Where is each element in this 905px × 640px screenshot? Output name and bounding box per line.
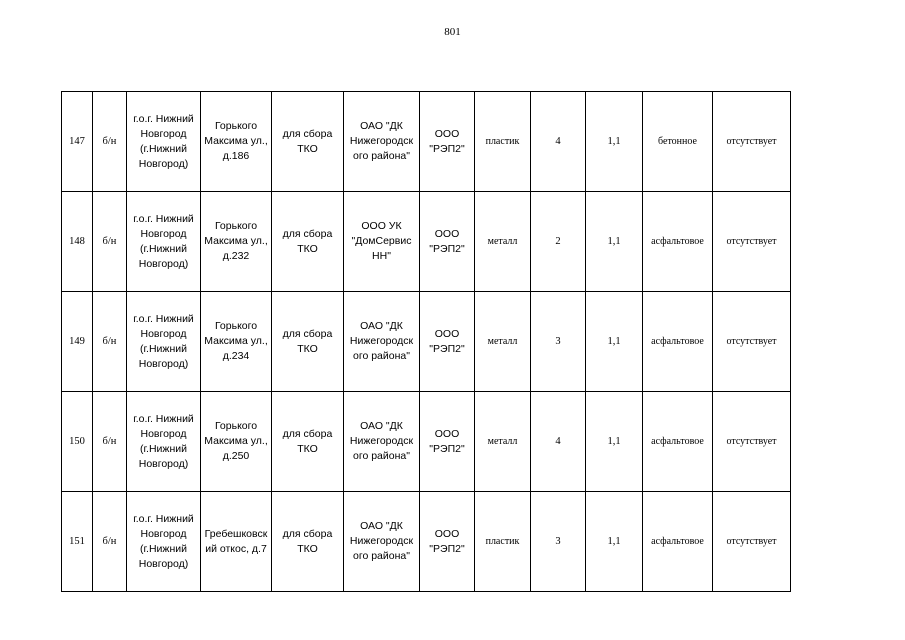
cell-bn: б/н: [93, 492, 127, 592]
table-row: [62, 192, 791, 292]
cell-municipality: г.о.г. Нижний Новгород (г.Нижний Новгород): [127, 492, 201, 592]
cell-bn: б/н: [93, 192, 127, 292]
table-row: [62, 292, 791, 392]
cell-volume: 1,1: [586, 392, 643, 492]
cell-purpose: для сбора ТКО: [272, 192, 344, 292]
cell-surface: асфальтовое: [643, 292, 713, 392]
cell-number: 150: [62, 392, 93, 492]
cell-address: Горького Максима ул., д.232: [201, 192, 272, 292]
cell-material: металл: [475, 292, 531, 392]
cell-owner: ОАО "ДК Нижегородск ого района": [344, 292, 420, 392]
page-number: 801: [444, 26, 461, 38]
cell-count: 3: [531, 492, 586, 592]
cell-number: 151: [62, 492, 93, 592]
cell-count: 3: [531, 292, 586, 392]
waste-sites-table: [61, 91, 791, 592]
cell-volume: 1,1: [586, 92, 643, 192]
cell-fence: отсутствует: [713, 392, 791, 492]
cell-purpose: для сбора ТКО: [272, 492, 344, 592]
cell-volume: 1,1: [586, 292, 643, 392]
cell-operator: ООО "РЭП2": [420, 192, 475, 292]
table-row: [62, 392, 791, 492]
cell-count: 4: [531, 92, 586, 192]
cell-operator: ООО "РЭП2": [420, 392, 475, 492]
cell-purpose: для сбора ТКО: [272, 92, 344, 192]
cell-bn: б/н: [93, 292, 127, 392]
cell-number: 149: [62, 292, 93, 392]
cell-material: металл: [475, 192, 531, 292]
cell-number: 147: [62, 92, 93, 192]
cell-fence: отсутствует: [713, 292, 791, 392]
cell-address: Гребешковск ий откос, д.7: [201, 492, 272, 592]
table-row: [62, 92, 791, 192]
cell-owner: ОАО "ДК Нижегородск ого района": [344, 492, 420, 592]
cell-volume: 1,1: [586, 492, 643, 592]
cell-bn: б/н: [93, 392, 127, 492]
cell-fence: отсутствует: [713, 492, 791, 592]
table-row: [62, 492, 791, 592]
cell-operator: ООО "РЭП2": [420, 92, 475, 192]
cell-fence: отсутствует: [713, 192, 791, 292]
cell-operator: ООО "РЭП2": [420, 492, 475, 592]
cell-count: 2: [531, 192, 586, 292]
cell-material: пластик: [475, 92, 531, 192]
cell-address: Горького Максима ул., д.186: [201, 92, 272, 192]
cell-bn: б/н: [93, 92, 127, 192]
cell-address: Горького Максима ул., д.250: [201, 392, 272, 492]
cell-operator: ООО "РЭП2": [420, 292, 475, 392]
cell-address: Горького Максима ул., д.234: [201, 292, 272, 392]
cell-owner: ОАО "ДК Нижегородск ого района": [344, 392, 420, 492]
cell-municipality: г.о.г. Нижний Новгород (г.Нижний Новгород): [127, 392, 201, 492]
cell-surface: асфальтовое: [643, 192, 713, 292]
cell-count: 4: [531, 392, 586, 492]
cell-number: 148: [62, 192, 93, 292]
cell-material: пластик: [475, 492, 531, 592]
cell-municipality: г.о.г. Нижний Новгород (г.Нижний Новгород): [127, 92, 201, 192]
cell-municipality: г.о.г. Нижний Новгород (г.Нижний Новгород): [127, 292, 201, 392]
cell-fence: отсутствует: [713, 92, 791, 192]
cell-surface: асфальтовое: [643, 392, 713, 492]
cell-purpose: для сбора ТКО: [272, 292, 344, 392]
cell-owner: ОАО "ДК Нижегородск ого района": [344, 92, 420, 192]
cell-material: металл: [475, 392, 531, 492]
cell-owner: ООО УК "ДомСервис НН": [344, 192, 420, 292]
cell-volume: 1,1: [586, 192, 643, 292]
cell-municipality: г.о.г. Нижний Новгород (г.Нижний Новгород): [127, 192, 201, 292]
cell-surface: асфальтовое: [643, 492, 713, 592]
cell-purpose: для сбора ТКО: [272, 392, 344, 492]
cell-surface: бетонное: [643, 92, 713, 192]
